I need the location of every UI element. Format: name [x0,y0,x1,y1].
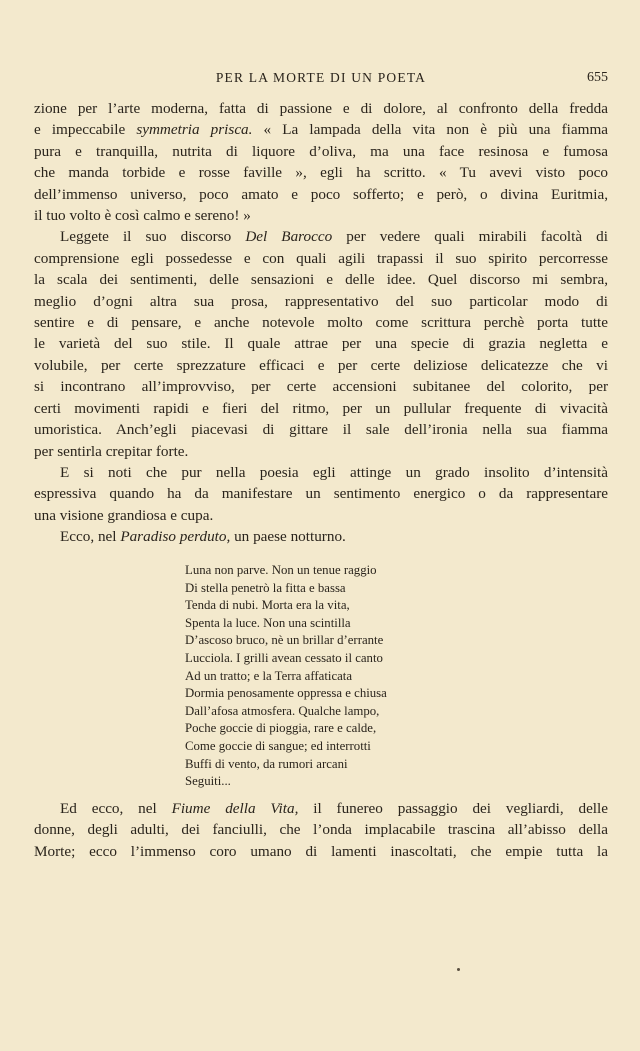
text-line: la scala dei sentimenti, delle sensazioni e delle idee. Quel discorso mi sembra, [34,271,608,289]
text-line: dell’immenso universo, poco amato e poco sofferto; e però, o divina Euritmia, [34,185,608,203]
paragraph-fiume [34,798,608,862]
text-run: Ecco, nel [60,528,121,546]
text-run: Ed ecco, nel [60,800,172,817]
text-line: comprensione egli possedesse e con quali agili trapassi il suo spirito percorresse [34,249,608,267]
text-line: Morte; ecco l’immenso coro umano di lamenti inascoltati, che empie tutta la [34,842,608,860]
text-line: umoristica. Anch’egli piacevasi di gittare il sale dell’ironia nella sua fiamma [34,421,608,439]
text-line: il tuo volto è così calmo e sereno! » [34,207,251,225]
body-text-top [34,98,608,462]
text-line: per sentirla crepitar forte. [34,442,189,460]
poem-line: Spenta la luce. Non una scintilla [185,615,351,630]
text-line: espressiva quando ha da manifestare un sentimento energico o da rappresentare [34,485,608,503]
paragraph-ecco [34,526,608,547]
poem-line: Tenda di nubi. Morta era la vita, [185,598,350,613]
text-run: e impeccabile [34,121,137,139]
text-line: che manda torbide e rosse faville », egli ha scritto. « Tu avevi visto poco [34,164,608,182]
italic-text: Del Barocco [245,228,333,246]
page-number: 655 [587,70,608,85]
text-line [34,119,608,140]
poem-line: Poche goccie di pioggia, rare e calde, [185,721,377,736]
poem-line: Lucciola. I grilli avean cessato il canto [185,650,383,665]
text-line: pura e tranquilla, nutrita di liquore d’oliva, ma una face resinosa e fumosa [34,142,608,160]
paragraph-barocco [34,226,608,461]
poem-line: Luna non parve. Non un tenue raggio [185,563,377,577]
poem-line: Ad un tratto; e la Terra affaticata [185,668,353,683]
running-title: PER LA MORTE DI UN POETA [215,70,427,85]
poem-line: Di stella penetrò la fitta e bassa [185,580,346,595]
text-line [34,798,608,819]
text-line: zione per l’arte moderna, fatta di passione e di dolore, al confronto della fredda [34,100,608,117]
text-line: E si noti che pur nella poesia egli attinge un grado insolito d’intensità [60,464,608,481]
italic-text: Paradiso perduto, [120,528,231,546]
page-header [34,70,608,90]
text-run: Leggete il suo discorso [60,228,246,246]
body-text-bottom [34,798,608,862]
text-line: donne, degli adulti, dei fanciulli, che l’onda implacabile trascina all’abisso della [34,821,608,839]
poem-line: Seguiti... [185,774,231,789]
text-line: certi movimenti rapidi e fieri del ritmo, per un pullular frequente di vivacità [34,399,608,417]
text-line: una visione grandiosa e cupa. [34,506,214,524]
text-run: « La lampada della vita non è più una fiamma [252,121,609,139]
text-line [34,226,608,247]
paragraph-poesia [34,462,608,526]
text-line: le varietà del suo stile. Il quale attrae per una specie di grazia negletta e [34,335,608,353]
italic-text: Fiume della Vita, [171,800,299,817]
text-run: un paese notturno. [230,528,346,546]
poem-line: Come goccie di sangue; ed interrotti [185,738,371,753]
poem-line: Dormia penosamente oppressa e chiusa [185,686,387,701]
poem-line: Buffi di vento, da rumori arcani [185,756,348,771]
paper-speck [457,968,460,971]
text-line: meglio d’ogni altra sua prosa, rappresentativo del suo particolar modo di [34,292,608,310]
body-text-middle [34,462,608,548]
text-run: per vedere quali mirabili facoltà di [332,228,608,246]
poem-quotation [185,562,445,791]
text-line: volubile, per certe sprezzature efficaci e per certe deliziose delicatezze che vi [34,356,608,374]
italic-text: symmetria prisca. [136,121,253,139]
poem-line: D’ascoso bruco, nè un brillar d’errante [185,633,384,648]
poem-line: Dall’afosa atmosfera. Qualche lampo, [185,703,380,718]
text-line: sentire e di pensare, e anche notevole molto come scrittura perchè porta tutte [34,314,608,332]
text-line [34,526,608,547]
paragraph-continuation [34,98,608,226]
text-run: il funereo passaggio dei vegliardi, delle [298,800,608,817]
text-line: si incontrano all’improvviso, per certe accensioni subitanee del colorito, per [34,378,608,396]
